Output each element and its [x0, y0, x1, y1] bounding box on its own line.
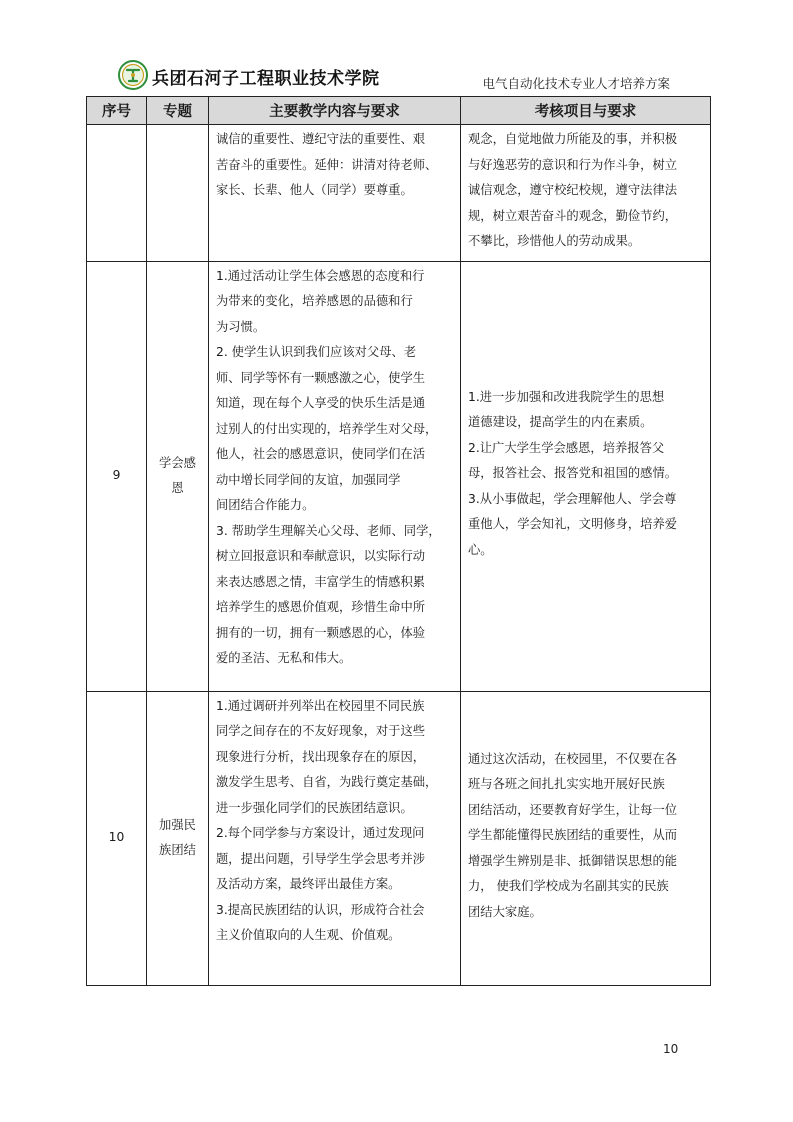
row-topic: 学会感恩 — [147, 261, 209, 691]
column-header-content: 主要教学内容与要求 — [209, 97, 461, 125]
content-line: 1.通过调研并列举出在校园里不同民族 — [216, 698, 425, 713]
content-line: 同学之间存在的不友好现象，对于这些 — [216, 724, 426, 738]
assessment-line: 团结大家庭。 — [468, 904, 542, 919]
assessment-line: 学生都能懂得民族团结的重要性，从而 — [468, 828, 678, 843]
content-line: 树立回报意识和奉献意识，以实际行动 — [216, 549, 426, 563]
content-line: 1.通过活动让学生体会感恩的态度和行 — [216, 268, 425, 283]
content-line: 知道，现在每个人享受的快乐生活是通 — [216, 396, 426, 410]
content-line: 为带来的变化，培养感恩的品德和行 — [216, 294, 413, 308]
row-content — [209, 261, 461, 691]
content-line: 2. 使学生认识到我们应该对父母、老 — [216, 345, 417, 359]
assessment-line: 母，报答社会、报答党和祖国的感情。 — [468, 466, 678, 481]
content-line: 间团结合作能力。 — [216, 498, 315, 512]
table-row — [87, 125, 711, 262]
content-line: 2.每个同学参与方案设计，通过发现问 — [216, 826, 425, 840]
assessment-line: 观念，自觉地做力所能及的事，并积极 — [468, 132, 678, 146]
column-header-assessment: 考核项目与要求 — [461, 97, 711, 125]
content-line: 爱的圣洁、无私和伟大。 — [216, 651, 352, 665]
content-line: 主义价值取向的人生观、价值观。 — [216, 928, 401, 942]
table-row — [87, 261, 711, 691]
assessment-line: 3.从小事做起，学会理解他人、学会尊 — [468, 491, 677, 506]
content-line: 现象进行分析，找出现象存在的原因， — [216, 749, 426, 764]
content-line: 诚信的重要性、遵纪守法的重要性、艰 — [216, 132, 426, 146]
school-name: 兵团石河子工程职业技术学院 — [152, 69, 380, 89]
content-line: 3. 帮助学生理解关心父母、老师、同学， — [216, 523, 441, 538]
assessment-line: 心。 — [468, 542, 493, 557]
row-topic — [147, 125, 209, 262]
content-line: 培养学生的感恩价值观，珍惜生命中所 — [216, 600, 426, 614]
table-header-row — [87, 97, 711, 125]
content-line: 过别人的付出实现的，培养学生对父母， — [216, 421, 438, 436]
column-header-topic: 专题 — [147, 97, 209, 125]
assessment-line: 力， 使我们学校成为名副其实的民族 — [468, 879, 669, 894]
assessment-line: 班与各班之间扎扎实实地开展好民族 — [468, 777, 665, 792]
assessment-line: 道德建设，提高学生的内在素质。 — [468, 415, 653, 430]
content-line: 激发学生思考、自省，为践行奠定基础， — [216, 775, 438, 789]
assessment-line: 不攀比，珍惜他人的劳动成果。 — [468, 234, 641, 248]
curriculum-table — [86, 96, 711, 986]
content-line: 拥有的一切，拥有一颗感恩的心，体验 — [216, 625, 426, 640]
content-line: 家长、长辈、他人（同学）要尊重。 — [216, 183, 413, 197]
content-line: 3.提高民族团结的认识，形成符合社会 — [216, 902, 425, 917]
row-index: 10 — [87, 691, 147, 985]
table-row — [87, 691, 711, 985]
school-emblem-icon — [118, 60, 148, 90]
content-line: 他人，社会的感恩意识，使同学们在活 — [216, 447, 426, 461]
row-topic: 加强民族团结 — [147, 691, 209, 985]
row-assessment — [461, 125, 711, 262]
content-line: 进一步强化同学们的民族团结意识。 — [216, 800, 413, 815]
content-line: 来表达感恩之情，丰富学生的情感积累 — [216, 574, 426, 589]
content-line: 及活动方案，最终评出最佳方案。 — [216, 877, 401, 891]
row-content — [209, 691, 461, 985]
assessment-line: 2.让广大学生学会感恩，培养报答父 — [468, 440, 665, 455]
assessment-line: 通过这次活动，在校园里，不仅要在各 — [468, 751, 678, 766]
assessment-line: 1.进一步加强和改进我院学生的思想 — [468, 389, 665, 404]
content-line: 师、同学等怀有一颗感激之心，使学生 — [216, 370, 426, 385]
assessment-line: 增强学生辨别是非、抵御错误思想的能 — [468, 853, 678, 868]
content-line: 为习惯。 — [216, 319, 266, 334]
assessment-line: 重他人，学会知礼，文明修身，培养爱 — [468, 517, 678, 532]
page-header — [118, 58, 676, 98]
row-index — [87, 125, 147, 262]
row-index: 9 — [87, 261, 147, 691]
assessment-line: 与好逸恶劳的意识和行为作斗争，树立 — [468, 157, 678, 172]
row-assessment — [461, 261, 711, 691]
content-line: 苦奋斗的重要性。延伸：讲清对待老师、 — [216, 157, 438, 172]
assessment-line: 诚信观念，遵守校纪校规，遵守法律法 — [468, 183, 678, 197]
assessment-line: 团结活动，还要教育好学生，让每一位 — [468, 802, 678, 817]
content-line: 题，提出问题，引导学生学会思考并涉 — [216, 851, 426, 866]
row-content — [209, 125, 461, 262]
document-title: 电气自动化技术专业人才培养方案 — [482, 76, 670, 91]
page-number: 10 — [663, 1042, 679, 1056]
column-header-index: 序号 — [87, 97, 147, 125]
content-line: 动中增长同学间的友谊，加强同学 — [216, 472, 401, 487]
row-assessment — [461, 691, 711, 985]
assessment-line: 规，树立艰苦奋斗的观念，勤俭节约， — [468, 208, 678, 223]
